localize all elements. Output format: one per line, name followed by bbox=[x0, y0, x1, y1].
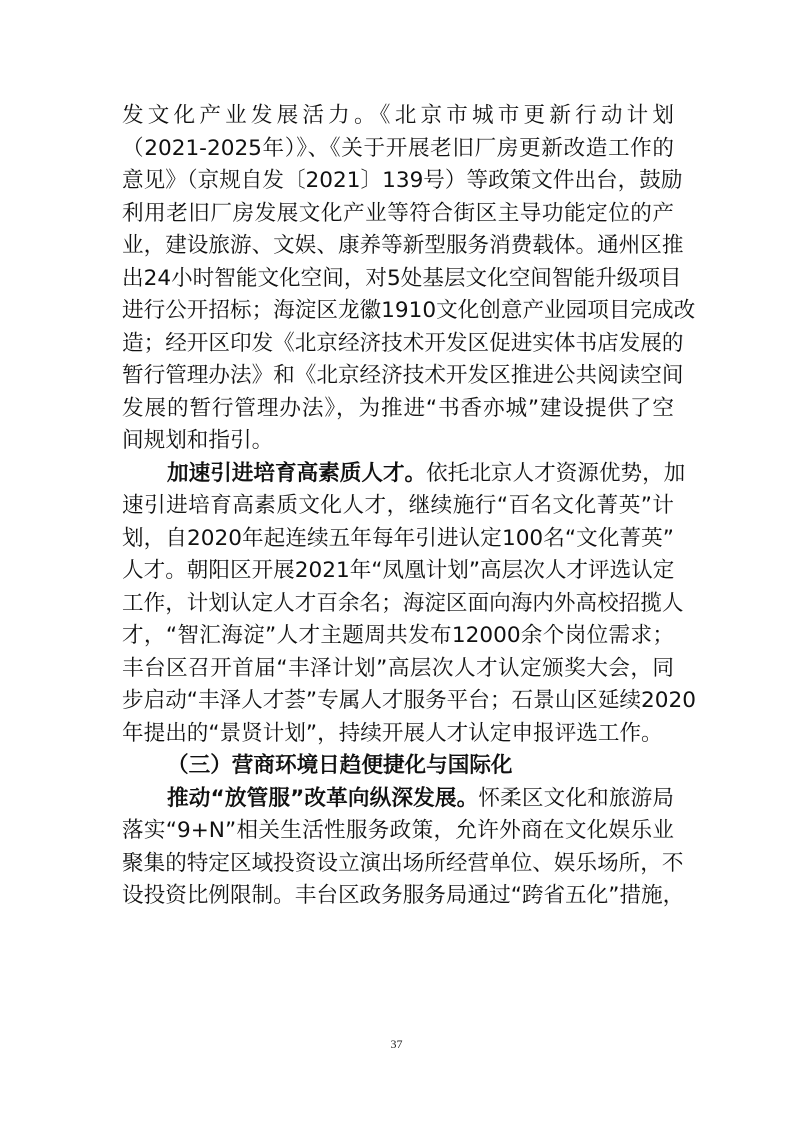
text-line: 发文化产业发展活力。《北京市城市更新行动计划 bbox=[122, 103, 674, 128]
text-line: 业，建设旅游、文娱、康养等新型服务消费载体。通州区推 bbox=[122, 233, 684, 258]
paragraph-lead: 加速引进培育高素质人才。 bbox=[167, 460, 427, 486]
text-line: 落实“9+N”相关生活性服务政策，允许外商在文化娱乐业 bbox=[122, 818, 674, 843]
page-number: 37 bbox=[390, 1037, 403, 1051]
paragraph-first-line bbox=[122, 783, 674, 816]
paragraph-first-line-rest: 依托北京人才资源优势，加 bbox=[426, 460, 686, 486]
text-line: 丰台区召开首届“丰泽计划”高层次人才认定颁奖大会，同 bbox=[122, 655, 674, 681]
text-line: 划，自2020年起连续五年每年引进认定100名“文化菁英” bbox=[122, 525, 674, 551]
paragraph-first-line-rest: 怀柔区文化和旅游局 bbox=[478, 785, 674, 811]
paragraph-first-line bbox=[122, 458, 686, 491]
text-line: 人才。朝阳区开展2021年“凤凰计划”高层次人才评选认定 bbox=[122, 558, 675, 583]
text-line: 进行公开招标；海淀区龙徽1910文化创意产业园项目完成改 bbox=[122, 298, 696, 323]
text-line: 造；经开区印发《北京经济技术开发区促进实体书店发展的 bbox=[122, 330, 684, 356]
text-line: 发展的暂行管理办法》，为推进“书香亦城”建设提供了空 bbox=[122, 395, 674, 421]
text-line: （2021-2025年）》、《关于开展老旧厂房更新改造工作的 bbox=[122, 135, 674, 161]
text-line: 步启动“丰泽人才荟”专属人才服务平台；石景山区延续2020 bbox=[122, 688, 696, 713]
text-line: 聚集的特定区域投资设立演出场所经营单位、娱乐场所，不 bbox=[122, 850, 684, 876]
text-line: 意见》（京规自发〔2021〕139号）等政策文件出台，鼓励 bbox=[122, 168, 683, 193]
text-line: 速引进培育高素质文化人才，继续施行“百名文化菁英”计 bbox=[122, 493, 674, 518]
text-line: 年提出的“景贤计划”，持续开展人才认定申报评选工作。 bbox=[122, 720, 663, 746]
text-line: 才，“智汇海淀”人才主题周共发布12000余个岗位需求； bbox=[122, 623, 674, 648]
text-line: 暂行管理办法》和《北京经济技术开发区推进公共阅读空间 bbox=[122, 363, 684, 388]
body-text bbox=[122, 100, 696, 913]
paragraph-lead: 推动“放管服”改革向纵深发展。 bbox=[167, 785, 479, 811]
text-line: 出24小时智能文化空间，对5处基层文化空间智能升级项目 bbox=[122, 265, 682, 291]
text-line: 设投资比例限制。丰台区政务服务局通过“跨省五化”措施， bbox=[122, 883, 685, 908]
section-heading: （三）营商环境日趋便捷化与国际化 bbox=[167, 753, 513, 778]
text-line: 间规划和指引。 bbox=[122, 428, 274, 453]
text-line: 工作，计划认定人才百余名；海淀区面向海内外高校招揽人 bbox=[122, 590, 684, 616]
text-line: 利用老旧厂房发展文化产业等符合街区主导功能定位的产 bbox=[122, 200, 674, 226]
